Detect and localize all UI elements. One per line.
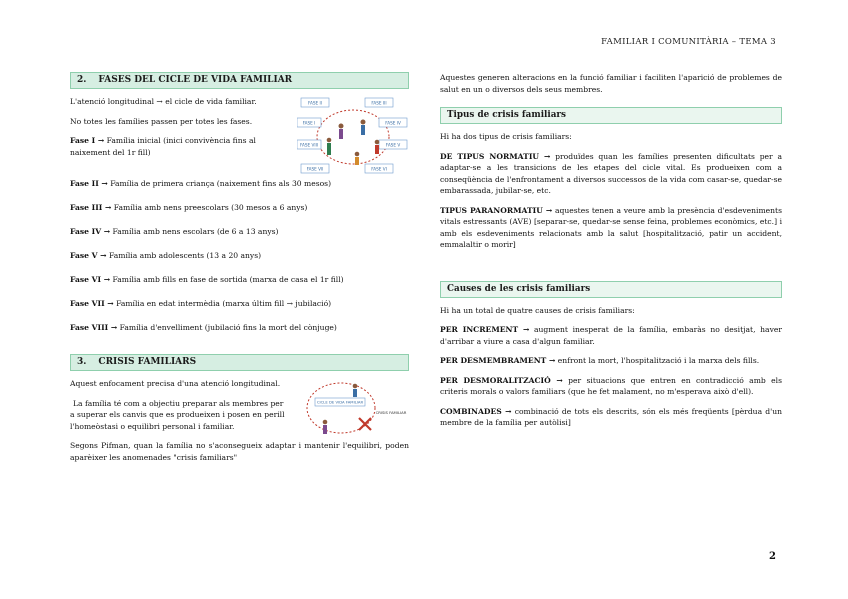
paragraph: Aquest enfocament precisa d'una atenció longitudinal. xyxy=(70,379,281,388)
diagram-label-fase-1: FASE I xyxy=(302,120,316,126)
type-paranormatiu xyxy=(440,205,782,251)
phase-text: Família amb nens escolars (de 6 a 13 anys) xyxy=(112,227,279,236)
phase-label: Fase VI → xyxy=(70,275,111,284)
phase-label: Fase III → xyxy=(70,203,112,212)
diagram-label-fase-8: FASE VIII xyxy=(299,142,319,148)
fases-intro-block xyxy=(70,96,409,178)
phase-item-3 xyxy=(70,202,409,214)
phase-label: Fase VIII → xyxy=(70,323,118,332)
diagram-cycle-label: CICLE DE VIDA FAMILIAR xyxy=(316,399,364,405)
phase-item-8 xyxy=(70,322,409,334)
cause-item xyxy=(440,324,782,347)
phase-text: Família de primera criança (naixement fins als 30 mesos) xyxy=(110,179,332,188)
paragraph: Hi ha dos tipus de crisis familiars: xyxy=(440,132,572,141)
cause-text: augment inesperat de la família, embaràs no desitjat, haver d'arribar a viure a casa d'algun familiar. xyxy=(440,325,782,346)
section-number: 3. xyxy=(77,357,87,367)
crisis-intro-block xyxy=(70,378,409,440)
section-title: FASES DEL CICLE DE VIDA FAMILIAR xyxy=(98,75,293,85)
phase-label: Fase II → xyxy=(70,179,108,188)
cause-list xyxy=(440,324,782,429)
phase-text: Família d'envelliment (jubilació fins la mort del cònjuge) xyxy=(119,323,337,332)
phase-item-7 xyxy=(70,298,409,310)
section-number: 2. xyxy=(77,75,87,85)
diagram-label-fase-5: FASE V xyxy=(385,142,401,148)
diagram-label-fase-4: FASE IV xyxy=(385,120,401,126)
phase-label: Fase VII → xyxy=(70,299,114,308)
diagram-label-fase-3: FASE III xyxy=(371,100,387,106)
paragraph: L'atenció longitudinal → el cicle de vida familiar. xyxy=(70,97,257,106)
cause-text: enfront la mort, l'hospitalització i la marxa dels fills. xyxy=(557,356,760,365)
running-header: FAMILIAR I COMUNITÀRIA – TEMA 3 xyxy=(601,37,776,47)
cause-text: combinació de tots els descrits, són els més freqüents [pèrdua d'un membre de la família per autòlisi] xyxy=(440,406,783,427)
crisis-x-icon xyxy=(359,418,371,430)
phase-text: Família amb fills en fase de sortida (marxa de casa el 1r fill) xyxy=(112,275,344,284)
section-title: CRISIS FAMILIARS xyxy=(98,357,197,367)
cause-item xyxy=(440,355,782,367)
phase-label: Fase I → xyxy=(70,136,105,145)
phase-item-5 xyxy=(70,250,409,262)
phase-text: Família amb adolescents (13 a 20 anys) xyxy=(108,251,262,260)
section-heading-fases xyxy=(70,72,409,89)
diagram-label-fase-7: FASE VII xyxy=(306,166,324,172)
type-text: produïdes quan les famílies presenten dificultats per a adaptar-se a les transicions de les etapes del cicle vital. Es produeixen com a conseqüència de l'enfrontament a diversos successos de la vida com casar-se, quedar-se embarassada, jubilar-se, etc. xyxy=(440,151,782,195)
phase-text: Família inicial (inici convivència fins al naixement del 1r fill) xyxy=(70,136,256,157)
subheading-tipus: Tipus de crisis familiars xyxy=(440,107,782,124)
right-column xyxy=(440,72,782,437)
phase-list xyxy=(70,178,409,334)
paragraph: Aquestes generen alteracions en la funció familiar i faciliten l'aparició de problemes de salut en un o diversos dels seus membres. xyxy=(440,73,782,94)
cause-label: PER INCREMENT → xyxy=(440,325,530,334)
type-label: DE TIPUS NORMATIU → xyxy=(440,151,551,161)
cause-label: PER DESMORALITZACIÓ → xyxy=(440,375,563,385)
phase-label: Fase V → xyxy=(70,251,107,260)
type-normatiu xyxy=(440,151,782,197)
section-heading-crisis xyxy=(70,354,409,371)
cause-item xyxy=(440,406,782,429)
paragraph: La família té com a objectiu preparar als membres per a superar els canvis que es produeixen i posen en perill l'homeòstasi o equilibri personal i familiar. xyxy=(70,398,285,431)
cause-label: PER DESMEMBRAMENT → xyxy=(440,356,556,365)
diagram-crisis-label: CRISIS FAMILIAR xyxy=(375,410,407,415)
subheading-causes: Causes de les crisis familiars xyxy=(440,281,782,298)
type-label: TIPUS PARANORMATIU → xyxy=(440,205,553,215)
phase-item-1 xyxy=(70,135,260,158)
crisis-diagram xyxy=(299,378,409,440)
phase-text: Família amb nens preescolars (30 mesos a 6 anys) xyxy=(113,203,308,212)
paragraph: Hi ha un total de quatre causes de crisis familiars: xyxy=(440,305,635,315)
diagram-label-fase-2: FASE II xyxy=(308,100,322,106)
life-cycle-diagram xyxy=(297,96,409,178)
family-figures-icon xyxy=(327,120,380,166)
left-column xyxy=(70,72,409,471)
page-number: 2 xyxy=(769,551,776,562)
cause-text: per situacions que entren en contradicció amb els criteris morals o valors familiars (que he fet malament, no m'esperava això d'ell). xyxy=(440,375,782,396)
phase-item-6 xyxy=(70,274,409,286)
cause-label: COMBINADES → xyxy=(440,406,512,416)
phase-text: Família en edat intermèdia (marxa últim fill → jubilació) xyxy=(116,299,332,308)
phase-label: Fase IV → xyxy=(70,227,111,236)
cause-item xyxy=(440,375,782,398)
phase-item-2 xyxy=(70,178,409,190)
phase-item-4 xyxy=(70,226,409,238)
type-text: aquestes tenen a veure amb la presència d'esdeveniments vitals estressants (AVE) [separar-se, quedar-se sense feina, problemes econòmics, etc.] i amb els esdeveniments relacionats amb la salut [hospitalització, patir un accident, emmalaltir o morir] xyxy=(440,205,783,249)
paragraph: No totes les famílies passen per totes les fases. xyxy=(70,116,253,126)
diagram-label-fase-6: FASE VI xyxy=(371,166,387,172)
paragraph: Segons Pifman, quan la família no s'aconsegueix adaptar i mantenir l'equilibri, poden aparèixer les anomenades "crisis familiars" xyxy=(70,441,409,462)
